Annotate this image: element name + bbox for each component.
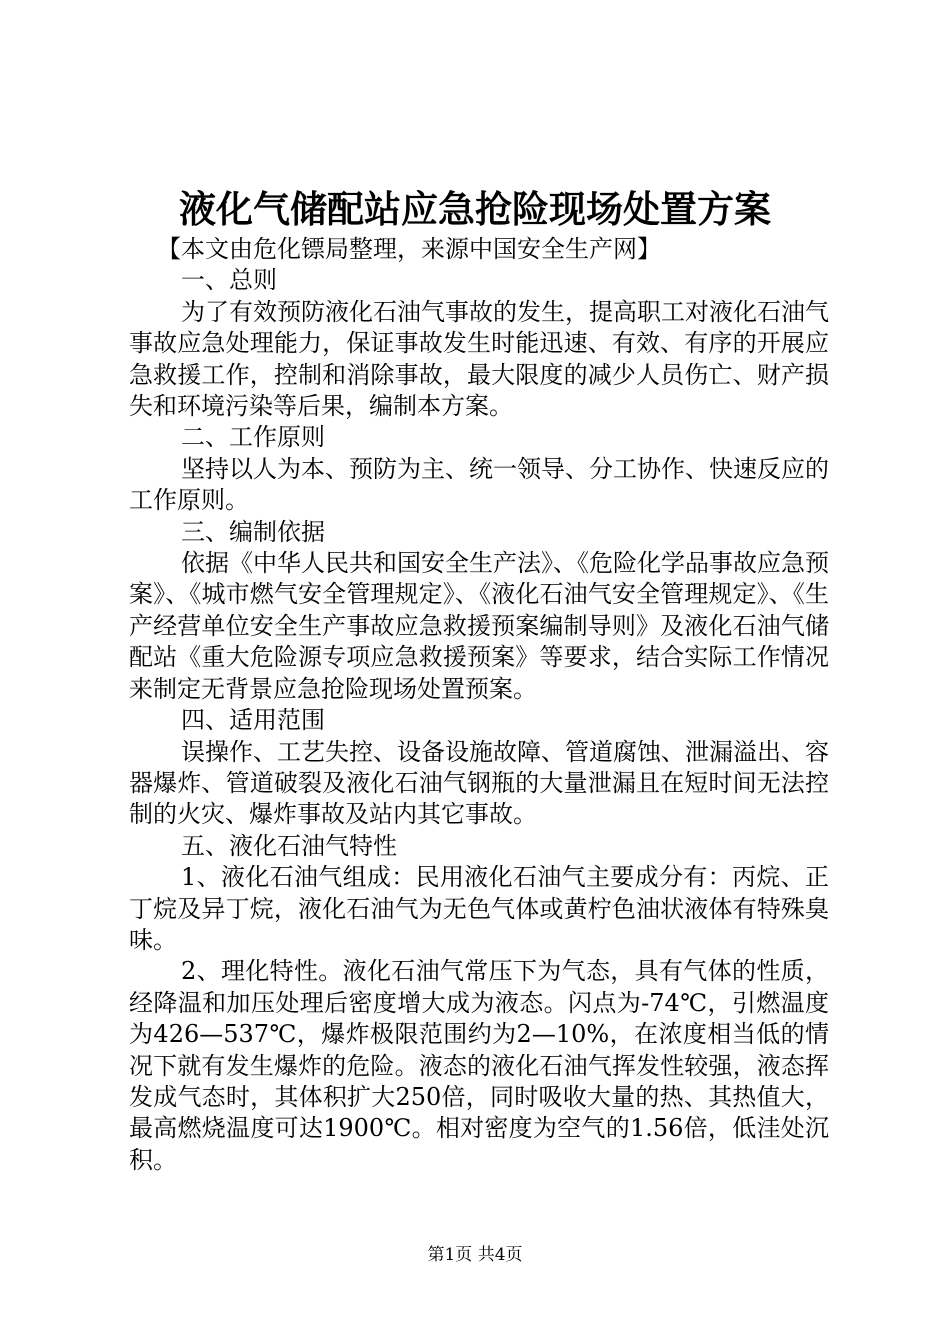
paragraph-lpg-physicochemical: 2、理化特性。液化石油气常压下为气态，具有气体的性质，经降温和加压处理后密度增大成为液态。闪点为-74℃，引燃温度为426—537℃，爆炸极限范围约为2—10%，在浓度相当低的情况下就有发生爆炸的危险。液态的液化石油气挥发性较强，液态挥发成气态时，其体积扩大250倍，同时吸收大量的热、其热值大，最高燃烧温度可达1900℃。相对密度为空气的1.56倍，低洼处沉积。 [129, 957, 829, 1174]
paragraph-lpg-composition: 1、液化石油气组成：民用液化石油气主要成分有：丙烷、正丁烷及异丁烷，液化石油气为无色气体或黄柠色油状液体有特殊臭味。 [129, 863, 829, 954]
source-note: 【本文由危化镖局整理，来源中国安全生产网】 [157, 235, 661, 263]
section-heading-principles: 二、工作原则 [181, 423, 325, 452]
section-heading-basis: 三、编制依据 [181, 517, 325, 546]
paragraph-basis: 依据《中华人民共和国安全生产法》、《危险化学品事故应急预案》、《城市燃气安全管理规定》、《液化石油气安全管理规定》、《生产经营单位安全生产事故应急救援预案编制导则》及液化石油气储配站《重大危险源专项应急救援预案》等要求，结合实际工作情况来制定无背景应急抢险现场处置预案。 [129, 549, 829, 703]
paragraph-scope: 误操作、工艺失控、设备设施故障、管道腐蚀、泄漏溢出、容器爆炸、管道破裂及液化石油气钢瓶的大量泄漏且在短时间无法控制的火灾、爆炸事故及站内其它事故。 [129, 737, 829, 829]
paragraph-general: 为了有效预防液化石油气事故的发生，提高职工对液化石油气事故应急处理能力，保证事故发生时能迅速、有效、有序的开展应急救援工作，控制和消除事故，最大限度的减少人员伤亡、财产损失和环境污染等后果，编制本方案。 [129, 297, 829, 421]
paragraph-principles: 坚持以人为本、预防为主、统一领导、分工协作、快速反应的工作原则。 [129, 454, 829, 515]
section-heading-general: 一、总则 [181, 266, 277, 295]
section-heading-scope: 四、适用范围 [181, 706, 325, 735]
page-footer: 第1页 共4页 [427, 1245, 523, 1265]
document-title: 液化气储配站应急抢险现场处置方案 [179, 187, 771, 231]
document-body [129, 234, 829, 1176]
section-heading-lpg-properties: 五、液化石油气特性 [181, 831, 397, 860]
